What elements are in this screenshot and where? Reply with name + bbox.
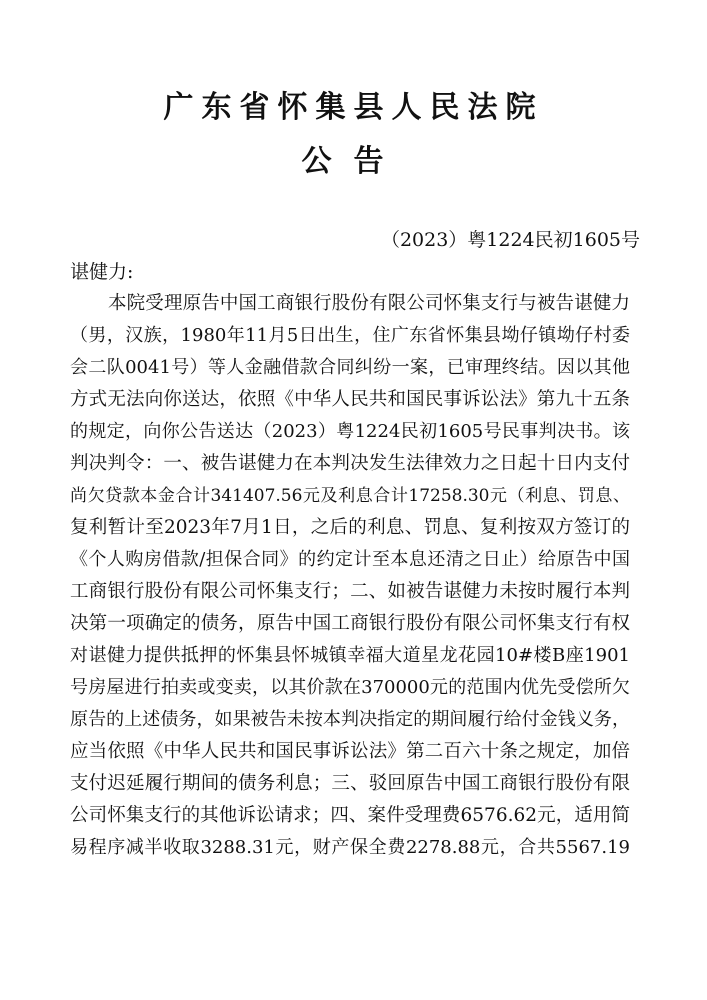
body-line: 会二队0041号）等人金融借款合同纠纷一案，已审理终结。因以其他 bbox=[70, 357, 630, 378]
body-line: 号房屋进行拍卖或变卖，以其价款在370000元的范围内优先受偿所欠 bbox=[70, 677, 630, 698]
case-number: （2023）粤1224民初1605号 bbox=[380, 229, 640, 251]
body-line: 《个人购房借款/担保合同》的约定计至本息还清之日止）给原告中国 bbox=[70, 549, 630, 570]
document-title: 公告 bbox=[301, 144, 406, 179]
body-line: 本院受理原告中国工商银行股份有限公司怀集支行与被告谌健力 bbox=[108, 293, 630, 314]
body-line: 易程序减半收取3288.31元，财产保全费2278.88元，合共5567.19 bbox=[70, 837, 630, 858]
body-line: 复利暂计至2023年7月1日，之后的利息、罚息、复利按双方签订的 bbox=[70, 517, 630, 538]
addressee: 谌健力: bbox=[70, 261, 134, 283]
body-line: 尚欠贷款本金合计341407.56元及利息合计17258.30元（利息、罚息、 bbox=[70, 486, 630, 506]
body-line: 对谌健力提供抵押的怀集县怀城镇幸福大道星龙花园10#楼B座1901 bbox=[70, 645, 630, 666]
body-line: 支付迟延履行期间的债务利息；三、驳回原告中国工商银行股份有限 bbox=[70, 773, 630, 794]
body-line: 工商银行股份有限公司怀集支行；二、如被告谌健力未按时履行本判 bbox=[70, 581, 630, 602]
body-line: 方式无法向你送达，依照《中华人民共和国民事诉讼法》第九十五条 bbox=[70, 389, 630, 410]
body-line: 原告的上述债务，如果被告未按本判决指定的期间履行给付金钱义务， bbox=[70, 709, 630, 730]
body-line: 应当依照《中华人民共和国民事诉讼法》第二百六十条之规定，加倍 bbox=[70, 741, 630, 762]
body-line: （男，汉族，1980年11月5日出生，住广东省怀集县坳仔镇坳仔村委 bbox=[70, 325, 630, 346]
body-line: 的规定，向你公告送达（2023）粤1224民初1605号民事判决书。该 bbox=[70, 421, 630, 442]
body-line: 决第一项确定的债务，原告中国工商银行股份有限公司怀集支行有权 bbox=[70, 613, 630, 634]
court-name-heading: 广东省怀集县人民法院 bbox=[163, 90, 544, 125]
body-line: 判决判令：一、被告谌健力在本判决发生法律效力之日起十日内支付 bbox=[70, 453, 630, 474]
body-line: 公司怀集支行的其他诉讼请求；四、案件受理费6576.62元，适用简 bbox=[70, 805, 630, 826]
